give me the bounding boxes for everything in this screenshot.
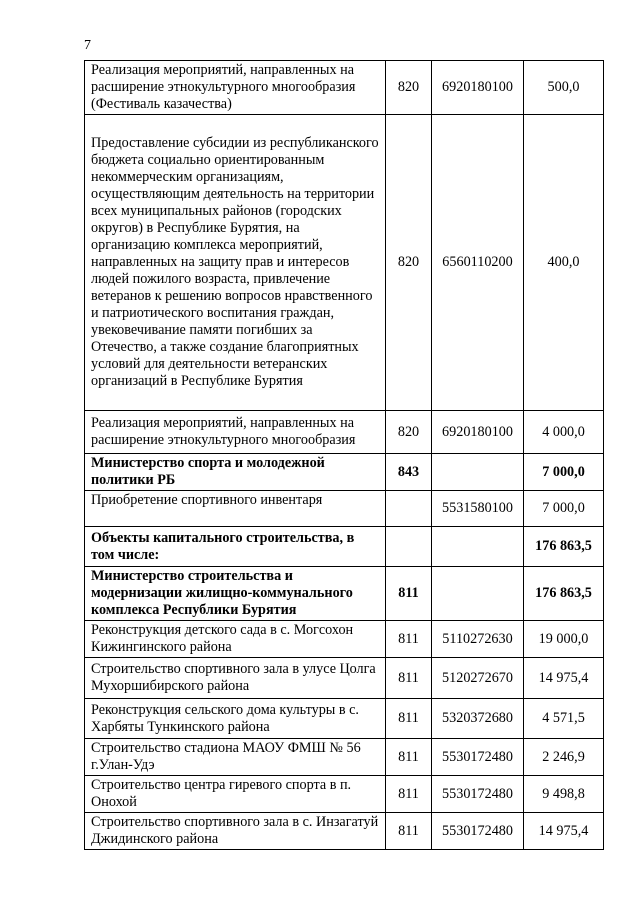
row-name: Предоставление субсидии из республиканского бюджета социально ориентированным некоммерческим организациям, осуществляющим деятельность на территории всех муниципальных районов (городских округов) в Республике Бурятия, на организацию комплекса мероприятий, направленных на защиту прав и интересов людей пожилого возраста, привлечение ветеранов к решению вопросов нравственного и патриотического воспитания граждан, увековечивание памяти погибших за Отечество, а также создание благоприятных условий для деятельности ветеранских организаций в Республике Бурятия [85, 115, 386, 411]
table-row [85, 527, 604, 567]
row-target-code: 6920180100 [432, 411, 524, 454]
row-code [386, 527, 432, 567]
table-row [85, 776, 604, 813]
table-row [85, 739, 604, 776]
row-name: Строительство спортивного зала в с. Инзагатуй Джидинского района [85, 813, 386, 850]
budget-table [84, 60, 604, 850]
page-number: 7 [84, 38, 91, 53]
row-name: Приобретение спортивного инвентаря [85, 491, 386, 527]
row-amount: 9 498,8 [524, 776, 604, 813]
row-code: 820 [386, 61, 432, 115]
row-amount: 500,0 [524, 61, 604, 115]
row-code: 811 [386, 739, 432, 776]
table-row [85, 699, 604, 739]
row-target-code [432, 567, 524, 621]
row-target-code [432, 454, 524, 491]
row-amount: 19 000,0 [524, 621, 604, 658]
row-code [386, 491, 432, 527]
row-name: Объекты капитального строительства, в том числе: [85, 527, 386, 567]
row-target-code: 5530172480 [432, 813, 524, 850]
row-amount: 14 975,4 [524, 813, 604, 850]
row-amount: 2 246,9 [524, 739, 604, 776]
row-name: Министерство спорта и молодежной политики РБ [85, 454, 386, 491]
row-name: Реконструкция сельского дома культуры в с. Харбяты Тункинского района [85, 699, 386, 739]
row-amount: 4 571,5 [524, 699, 604, 739]
row-code: 811 [386, 658, 432, 699]
row-target-code [432, 527, 524, 567]
row-code: 811 [386, 813, 432, 850]
row-amount: 7 000,0 [524, 454, 604, 491]
row-name: Реконструкция детского сада в с. Могсохон Кижингинского района [85, 621, 386, 658]
row-amount: 14 975,4 [524, 658, 604, 699]
row-name: Реализация мероприятий, направленных на расширение этнокультурного многообразия [85, 411, 386, 454]
table-row [85, 411, 604, 454]
table-row [85, 454, 604, 491]
row-name: Строительство стадиона МАОУ ФМШ № 56 г.Улан-Удэ [85, 739, 386, 776]
row-amount: 176 863,5 [524, 567, 604, 621]
row-target-code: 6560110200 [432, 115, 524, 411]
row-code: 811 [386, 699, 432, 739]
table-row [85, 621, 604, 658]
row-name: Министерство строительства и модернизации жилищно-коммунального комплекса Республики Бурятия [85, 567, 386, 621]
row-code: 843 [386, 454, 432, 491]
table-row [85, 491, 604, 527]
table-row [85, 813, 604, 850]
row-target-code: 5531580100 [432, 491, 524, 527]
row-code: 811 [386, 621, 432, 658]
row-amount: 4 000,0 [524, 411, 604, 454]
row-name: Строительство центра гиревого спорта в п. Онохой [85, 776, 386, 813]
row-target-code: 5120272670 [432, 658, 524, 699]
table-row [85, 61, 604, 115]
row-target-code: 5110272630 [432, 621, 524, 658]
row-amount: 7 000,0 [524, 491, 604, 527]
table-row [85, 115, 604, 411]
row-target-code: 5530172480 [432, 739, 524, 776]
row-target-code: 5320372680 [432, 699, 524, 739]
table-row [85, 658, 604, 699]
row-name: Реализация мероприятий, направленных на расширение этнокультурного многообразия (Фестиваль казачества) [85, 61, 386, 115]
row-target-code: 5530172480 [432, 776, 524, 813]
row-code: 820 [386, 115, 432, 411]
row-name: Строительство спортивного зала в улусе Цолга Мухоршибирского района [85, 658, 386, 699]
row-amount: 400,0 [524, 115, 604, 411]
row-code: 820 [386, 411, 432, 454]
table-row [85, 567, 604, 621]
row-target-code: 6920180100 [432, 61, 524, 115]
row-code: 811 [386, 567, 432, 621]
row-amount: 176 863,5 [524, 527, 604, 567]
row-code: 811 [386, 776, 432, 813]
